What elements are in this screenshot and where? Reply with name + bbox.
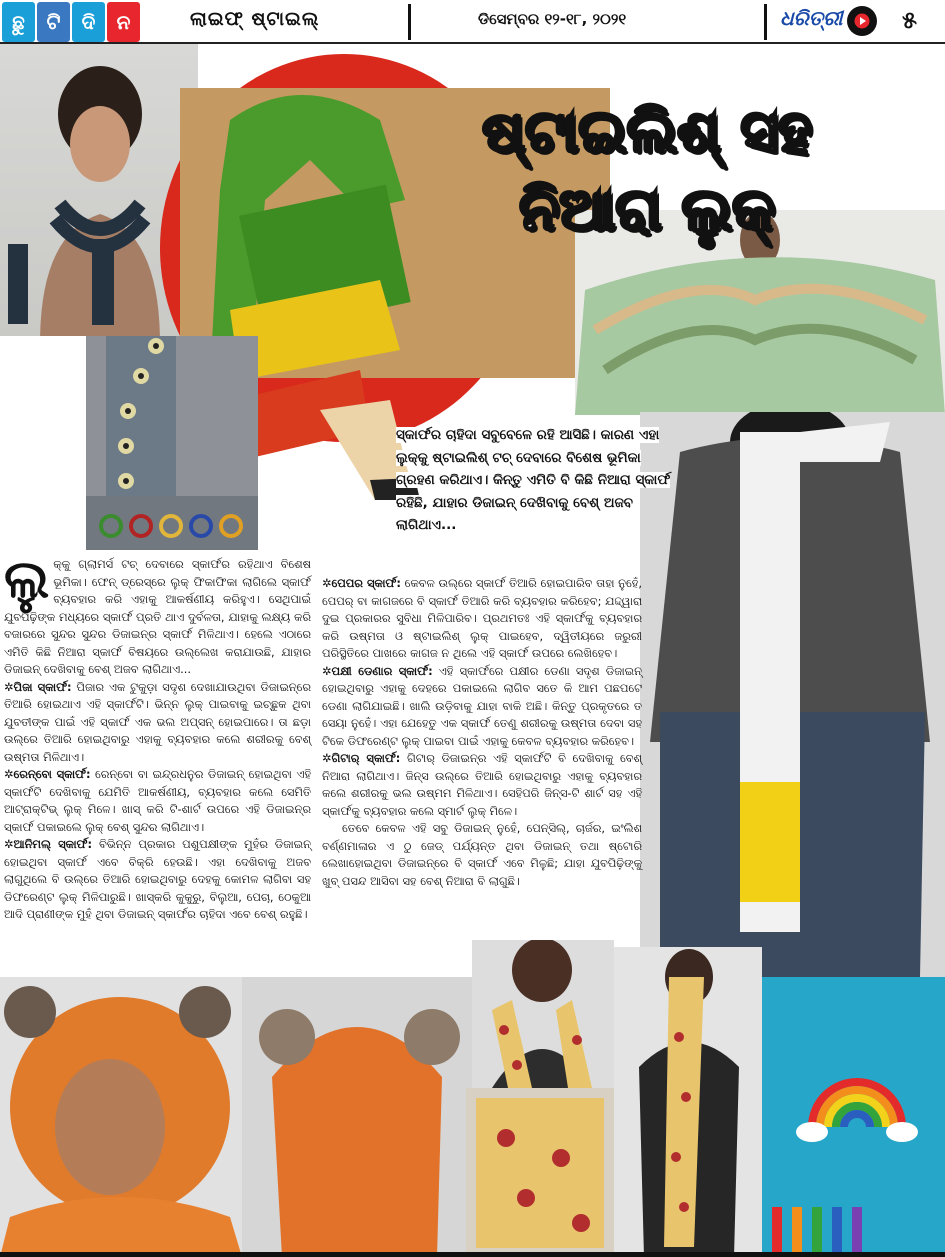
closing-paragraph: ତେବେ କେବଳ ଏହି ସବୁ ଡିଜାଇନ୍ ନୁହେଁ, ପେନ୍‌ସିଲ୍, ଚାର୍ଜର, ଇଂଲିଶ ବର୍ଣ୍ଣମାଳାର ଏ ଠୁ ଜେଡ୍ ପର୍ଯ୍ୟନ୍ତ ଥିବା ଡିଜାଇନ୍ ତଥା ଷ୍ଟୋରି ଲେଖାହୋଇଥିବା ଡିଜାଇନ୍‌ରେ ବି ସ୍କାର୍ଫ ଏବେ ମିଳୁଛି; ଯାହା ଯୁବପିଢ଼ିଙ୍କୁ ଖୁବ୍ ପସନ୍ଦ ଆସିବା ସହ ବେଶ୍ ନିଆରା ବି ଲାଗୁଛି। [322,821,642,888]
article-column-2 [322,575,642,890]
body-text: ବିଭିନ୍ନ ପ୍ରକାର ପଶୁପକ୍ଷୀଙ୍କ ମୁହଁର ଡିଜାଇନ୍ ହୋଇଥିବା ସ୍କାର୍ଫ ଏବେ ବିକ୍ରି ହେଉଛି। ଏହା ଦେଖିବାକୁ ଅଜବ ଲାଗୁଥିଲେ ବି ଉଲ୍‌ରେ ତିଆରି ହୋଇଥିବାରୁ ଦେହକୁ କୋମଳ ଲାଗିବା ସହ ଡିଫରେଣ୍ଟ ଲୁକ୍ ମିଳିପାରୁଛି। ଖାସ୍‌କରି କୁକୁରୁ, ବିଲୁଆ, ପେଚା, ଠେକୁଆ ଆଦି ପ୍ରାଣୀଙ୍କ ମୁହଁ ଥିବା ଡିଜାଇନ୍ ସ୍କାର୍ଫର ଚାହିଦା ଏବେ ବେଶ୍ ରହୁଛି। [4,837,312,921]
pizza-scarf-box-photo [466,1088,614,1257]
subhead-rainbow: ✲ରେନ୍‌ବୋ ସ୍କାର୍ଫ: [4,767,91,781]
subhead-wing: ✲ପକ୍ଷୀ ଡେଣାର ସ୍କାର୍ଫ: [322,663,433,678]
section-title: ଲାଇଫ୍ ଷ୍ଟାଇଲ୍ [190,8,320,30]
eyeball-scarf-photo [86,336,258,550]
lead-text: ସ୍କାର୍ଫର ଚାହିଦା ସବୁବେଳେ ରହି ଆସିଛି। କାରଣ ଏହା ଲୁକ୍‌କୁ ଷ୍ଟାଇଲିଶ୍ ଟଚ୍ ଦେବାରେ ବିଶେଷ ଭୂମିକା ଗ୍ରହଣ କରିଥାଏ। କିନ୍ତୁ ଏମିତି ବି କିଛି ନିଆରା ସ୍କାର୍ଫ ରହିଛି, ଯାହାର ଡିଜାଇନ୍ ଦେଖିବାକୁ ବେଶ୍ ଅଜବ ଲାଗିଥାଏ... [396,427,671,533]
body-text: ଗିଟାର୍ ଡିଜାଇନ୍‌ର ଏହି ସ୍କାର୍ଫଟି ବି ଦେଖିବାକୁ ବେଶ୍ ନିଆରା ଲାଗିଥାଏ। ଜିନ୍ସ ଉଲ୍‌ରେ ତିଆରି ହୋଇଥିବାରୁ ଏହାକୁ ବ୍ୟବହାର କଲେ ଶରୀରକୁ ଭଲ ଉଷ୍ମମ ମିଳିଥାଏ। ସେହିପରି ଜିନ୍ସ-ଟି ଶାର୍ଟ ସହ ଏହି ସ୍କାର୍ଫକୁ ବ୍ୟବହାର କଲେ ସ୍ମାର୍ଟ ଲୁକ୍ ମିଳେ। [322,751,642,818]
list-item [322,575,642,663]
fox-hood-scarf-back-photo [242,977,472,1257]
section-tile-4: ନ [107,2,140,42]
body-text: ଏହି ସ୍କାର୍ଫରେ ପକ୍ଷୀର ଡେଣା ସଦୃଶ ଡିଜାଇନ୍ ହୋଇଥିବାରୁ ଏହାକୁ ଦେହରେ ପକାଇଲେ ଲାଗିବ ସତେ କି ଆମ ପଛପଟେ ଡେଣା ଲାଗିଯାଇଛି। ଖାଲି ଉଡ଼ିବାକୁ ଯାହା ବାକି ଅଛି। କିନ୍ତୁ ପ୍ରକୃତରେ ତ ସେୟା ନୁହେଁ। ଏହା ଯେହେତୁ ଏକ ସ୍କାର୍ଫ ତେଣୁ ଶରୀରକୁ ଉଷ୍ମତା ଦେବା ସହ ଟିକେ ଡିଫରେଣ୍ଟ ଲୁକ୍ ପାଇବା ପାଇଁ ଏହାକୁ କେବଳ ବ୍ୟବହାର କରିହେବ। [322,663,642,748]
list-item [4,679,311,767]
subhead-paper: ✲ପେପର ସ୍କାର୍ଫ: [322,576,401,590]
header-divider [764,4,767,40]
newspaper-logo: ଧରିତ୍ରୀ [780,6,843,30]
drop-cap: ଲୁ [4,550,50,610]
body-text: କେବଳ ଉଲ୍‌ରେ ସ୍କାର୍ଫ ତିଆରି ହୋଇପାରିବ ତାହା ନୁହେଁ, ପେପର୍ ବା କାଗଜରେ ବି ସ୍କାର୍ଫ ତିଆରି କରି ବ୍ୟବହାର କରିହେବ; ଯଦ୍ଦ୍ୱାରା ଦୁଇ ପ୍ରକାରର ସୁବିଧା ମିଳିପାରିବ। ପ୍ରଥମତଃ ଏହି ସ୍କାର୍ଫକୁ ବ୍ୟବହାର କରି ଉଷ୍ମତା ଓ ଷ୍ଟାଇଲିଶ୍ ଲୁକ୍ ପାଇହେବ, ଦ୍ୱିତୀୟରେ ଜରୁରୀ ପରିସ୍ଥିତିରେ ପାଖରେ କାଗଜ ନ ଥିଲେ ଏହି ସ୍କାର୍ଫ ଉପରେ ଲେଖିହେବ। [322,576,642,660]
header-divider [408,4,411,40]
body-text: ପିଜାର ଏକ ଟୁକୁଡ଼ା ସଦୃଶ ଦେଖାଯାଉଥିବା ଡିଜାଇନ୍‌ରେ ତିଆରି ହୋଇଥାଏ ଏହି ସ୍କାର୍ଫଟି। ଭିନ୍ନ ଲୁକ୍ ପାଇବାକୁ ଇଚ୍ଛୁକ ଥିବା ଯୁବତୀଙ୍କ ପାଇଁ ଏହି ସ୍କାର୍ଫ ଏକ ଭଲ ଅପ୍ସନ୍ ହୋଇପାରେ। ତା ଛଡ଼ା ଉଲ୍‌ରେ ତିଆରି ହୋଇଥିବାରୁ ଏହାକୁ ବ୍ୟବହାର କଲେ ଶରୀରକୁ ବେଶ୍ ଉଷ୍ମତା ମିଳିଥାଏ। [4,679,311,764]
list-item [322,663,642,751]
fox-hood-scarf-front-photo [0,977,242,1257]
rainbow-scarf-photo [762,977,945,1257]
list-item [4,836,311,924]
headline-line-1: ଷ୍ଟାଇଲିଶ୍ ସହ [482,97,812,165]
bottom-rule [0,1252,945,1257]
section-tile-1: ଛୁ [2,2,35,42]
intro-paragraph: କ୍‌କୁ ଗ୍ଲାମର୍ସ ଟଚ୍ ଦେବାରେ ସ୍କାର୍ଫର ରହିଥାଏ ବିଶେଷ ଭୂମିକା। ଫେନ୍ ଡ୍ରେସ୍‌ରେ ଲୁକ୍ ଫିକାଫିକା ଲାଗିଲେ ସ୍କାର୍ଫ ବ୍ୟବହାର କରି ଏହାକୁ ଆକର୍ଷଣୀୟ କରିହୁଏ। ସେଥିପାଇଁ ଯୁବପିଢ଼ିଙ୍କ ମଧ୍ୟରେ ସ୍କାର୍ଫ ପ୍ରତି ଥାଏ ଦୁର୍ବଳତା, ଯାହାକୁ ଲକ୍ଷ୍ୟ କରି ବଜାରରେ ସୁନ୍ଦର ସୁନ୍ଦର ଡିଜାଇନ୍‌ର ସ୍କାର୍ଫ ମିଳିଥାଏ। ହେଲେ ଏଠାରେ ଏମିତି କିଛି ନିଆରା ସ୍କାର୍ଫ ବିଷୟରେ ଉଲ୍ଲେଖ କରାଯାଉଛି, ଯାହାର ଡିଜାଇନ୍ ଦେଖିବାକୁ ବେଶ୍ ଅଜବ ଲାଗିଥାଏ... [4,557,311,676]
subhead-animal: ✲ଆନିମଲ୍ ସ୍କାର୍ଫ: [4,837,93,851]
headline-line-2: ନିଆରା ଲୁକ୍ [519,175,775,243]
subhead-pizza: ✲ପିଜା ସ୍କାର୍ଫ: [4,679,72,694]
body-text: ରେନ୍‌ବୋ ବା ଇନ୍ଦ୍ରଧନୁର ଡିଜାଇନ୍ ହୋଇଥିବା ଏହି ସ୍କାର୍ଫଟି ଦେଖିବାକୁ ଯେମିତି ଆକର୍ଷଣୀୟ, ବ୍ୟବହାର କଲେ ସେମିତି ଆଟ୍ରାକ୍ଟିଭ୍ ଲୁକ୍ ମିଳେ। ଖାସ୍ କରି ଟି-ଶାର୍ଟ ଉପରେ ଏହି ଡିଜାଇନ୍‌ର ସ୍କାର୍ଫ ପକାଇଲେ ଲୁକ୍ ବେଶ୍ ସୁନ୍ଦର ଲାଗିଥାଏ। [4,767,312,834]
subhead-guitar: ✲ଗିଟାର୍ ସ୍କାର୍ଫ: [322,751,401,765]
list-item [4,766,311,836]
pizza-scarf-photo-2 [614,947,762,1257]
section-tile-3: ଦି [72,2,105,42]
page-header [0,0,945,44]
pizza-scarf-photo-1 [472,940,614,1088]
list-item [322,750,642,820]
play-icon[interactable] [847,6,877,36]
lead-paragraph [396,424,674,537]
page-number: ୫ [902,6,917,34]
headline [402,92,892,248]
article-column-1 [4,550,312,924]
issue-date: ଡିସେମ୍ବର ୧୨-୧୮, ୨୦୨୧ [478,10,627,28]
word-scarf-photo [640,412,945,977]
section-tile-2: ଟି [37,2,70,42]
